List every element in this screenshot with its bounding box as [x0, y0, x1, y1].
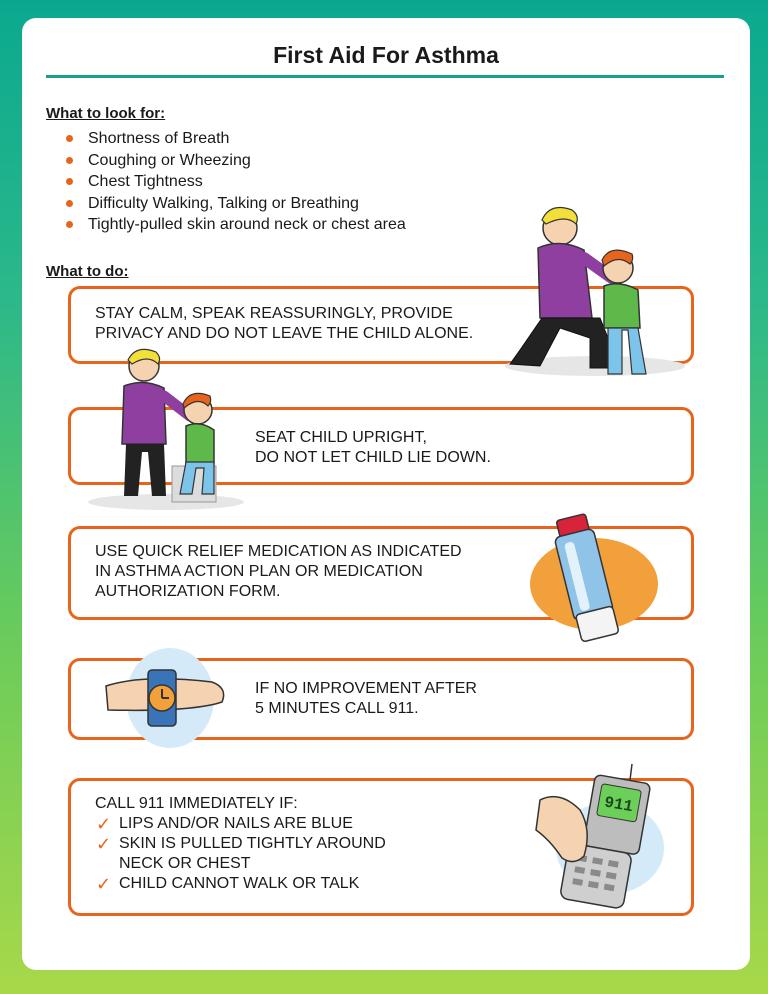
bullet-icon: [66, 200, 73, 207]
checkmark-icon: ✓: [96, 814, 112, 834]
emergency-condition-list: [62, 814, 386, 894]
bullet-icon: [66, 221, 73, 228]
page-title: First Aid For Asthma: [273, 42, 499, 68]
step-text-calm: STAY CALM, SPEAK REASSURINGLY, PROVIDE PRIVACY AND DO NOT LEAVE THE CHILD ALONE.: [95, 305, 474, 342]
list-item: ✓ SKIN IS PULLED TIGHTLY AROUND NECK OR CHEST: [96, 834, 386, 872]
list-item: ✓ LIPS AND/OR NAILS ARE BLUE: [96, 814, 353, 834]
phone-display-text: 911: [602, 793, 635, 817]
list-item: ✓ CHILD CANNOT WALK OR TALK: [96, 874, 360, 894]
cell-phone-illustration: [500, 760, 670, 920]
bullet-icon: [66, 135, 73, 142]
title-divider: [46, 75, 724, 78]
child-seated-upright-illustration: [86, 344, 256, 510]
inhaler-illustration: [524, 498, 674, 648]
wristwatch-illustration: [102, 646, 232, 750]
checkmark-icon: ✓: [96, 874, 112, 894]
list-item: Chest Tightness: [66, 171, 406, 193]
adult-comforting-child-illustration: [500, 198, 690, 378]
list-item: Coughing or Wheezing: [66, 150, 406, 172]
page-card: [22, 18, 750, 970]
bullet-icon: [66, 178, 73, 185]
look-for-heading: What to look for:: [46, 105, 166, 122]
step-text-no-improvement: IF NO IMPROVEMENT AFTER 5 MINUTES CALL 911.: [255, 680, 477, 717]
what-to-do-heading: What to do:: [46, 263, 129, 280]
list-item: Shortness of Breath: [66, 128, 406, 150]
checkmark-icon: ✓: [96, 834, 112, 854]
list-item: Difficulty Walking, Talking or Breathing: [66, 193, 406, 215]
list-item: Tightly-pulled skin around neck or chest area: [66, 214, 406, 236]
step-heading-call-911: CALL 911 IMMEDIATELY IF:: [95, 795, 298, 812]
bullet-icon: [66, 157, 73, 164]
step-text-seat: SEAT CHILD UPRIGHT, DO NOT LET CHILD LIE DOWN.: [255, 429, 491, 466]
step-text-medication: USE QUICK RELIEF MEDICATION AS INDICATED IN ASTHMA ACTION PLAN OR MEDICATION AUTHORIZATION FORM.: [95, 543, 462, 600]
symptom-list: [66, 128, 406, 236]
